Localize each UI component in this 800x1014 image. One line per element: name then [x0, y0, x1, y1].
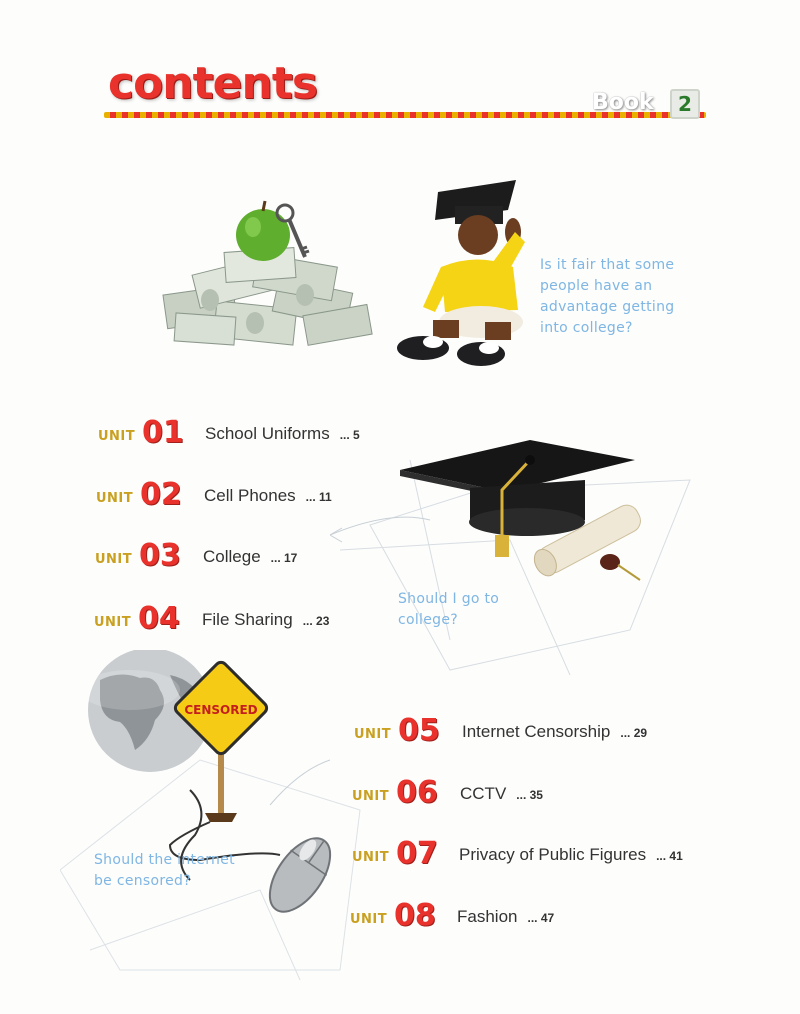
unit-row-07[interactable]: [352, 831, 697, 871]
book-number-badge: 2: [670, 89, 700, 119]
question-top-line: Is it fair that some: [540, 257, 675, 273]
unit-page-number: ... 5: [339, 428, 360, 442]
unit-page-number: ... 29: [620, 726, 648, 740]
censored-sign-text: CENSORED: [184, 703, 258, 717]
unit-number: 01: [142, 415, 184, 450]
unit-label: UNIT: [94, 615, 132, 630]
book-label: Book: [592, 90, 654, 115]
unit-label: UNIT: [95, 552, 133, 567]
unit-title: [202, 610, 329, 630]
unit-page-number: ... 23: [302, 614, 330, 628]
unit-title: [203, 547, 297, 567]
question-bottom-line: Should the internet: [94, 852, 235, 868]
unit-label: UNIT: [98, 429, 136, 444]
question-middle-line: college?: [398, 612, 458, 628]
unit-number: 02: [140, 477, 182, 512]
unit-title: [462, 722, 647, 742]
unit-page-number: ... 35: [516, 788, 543, 802]
unit-row-08[interactable]: [350, 893, 690, 933]
unit-label: UNIT: [352, 850, 390, 865]
question-top-line: advantage getting: [540, 299, 675, 315]
unit-page-number: ... 17: [270, 551, 298, 565]
unit-title: [205, 424, 360, 444]
unit-number: 08: [394, 898, 436, 933]
unit-label: UNIT: [96, 491, 134, 506]
unit-title: [457, 907, 554, 927]
unit-title: [460, 784, 543, 804]
unit-row-01[interactable]: [98, 410, 428, 450]
unit-title: [204, 486, 332, 506]
unit-title-text: File Sharing: [202, 610, 293, 629]
unit-number: 06: [396, 775, 438, 810]
page-title: contents: [108, 58, 318, 109]
unit-page-number: ... 41: [656, 849, 683, 863]
unit-title-text: Fashion: [457, 907, 518, 926]
unit-number: 05: [398, 713, 440, 748]
unit-number: 04: [138, 601, 180, 636]
unit-title-text: Privacy of Public Figures: [459, 845, 647, 864]
unit-page-number: ... 47: [527, 911, 555, 925]
question-top-line: into college?: [540, 320, 633, 336]
unit-label: UNIT: [354, 727, 392, 742]
unit-title-text: Cell Phones: [204, 486, 296, 505]
unit-label: UNIT: [352, 789, 390, 804]
unit-title-text: CCTV: [460, 784, 507, 803]
unit-title-text: School Uniforms: [205, 424, 330, 443]
question-bottom-line: be censored?: [94, 873, 191, 889]
unit-title-text: College: [203, 547, 261, 566]
globe-censored-illustration: [60, 650, 380, 980]
unit-row-04[interactable]: [94, 596, 424, 636]
unit-row-02[interactable]: [96, 472, 426, 512]
question-bottom: [94, 850, 235, 892]
unit-row-06[interactable]: [352, 770, 692, 810]
unit-number: 07: [396, 836, 438, 871]
question-top: [540, 255, 674, 339]
unit-title: [459, 845, 683, 865]
money-apple-illustration: [155, 195, 385, 360]
question-top-line: people have an: [540, 278, 653, 294]
unit-row-05[interactable]: [354, 708, 694, 748]
unit-row-03[interactable]: [95, 533, 425, 573]
boy-graduate-illustration: [393, 172, 543, 372]
question-middle-line: Should I go to: [398, 591, 500, 607]
unit-page-number: ... 11: [305, 490, 332, 504]
unit-title-text: Internet Censorship: [462, 722, 611, 741]
unit-label: UNIT: [350, 912, 388, 927]
unit-number: 03: [139, 538, 181, 573]
